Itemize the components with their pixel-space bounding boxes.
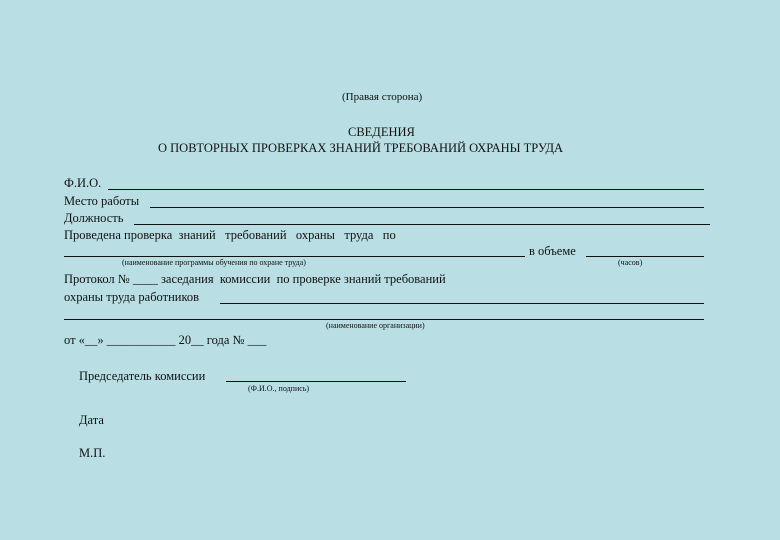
document-subtitle: О ПОВТОРНЫХ ПРОВЕРКАХ ЗНАНИЙ ТРЕБОВАНИЙ ОХРАНЫ ТРУДА xyxy=(158,141,564,155)
check-line: Проведена проверка знаний требований охраны труда по xyxy=(64,228,396,242)
side-note: (Правая сторона) xyxy=(342,91,423,103)
program-field[interactable] xyxy=(64,256,525,257)
stamp-label: М.П. xyxy=(79,446,106,460)
date-label: Дата xyxy=(79,413,104,427)
protocol-date-line: от «__» ___________ 20__ года № ___ xyxy=(64,333,267,347)
protocol-line: Протокол № ____ заседания комиссии по проверке знаний требований xyxy=(64,272,446,286)
protocol-workers-label: охраны труда работников xyxy=(64,290,200,304)
chairman-label: Председатель комиссии xyxy=(79,369,206,383)
organization-field[interactable] xyxy=(64,319,704,320)
organization-caption: (наименование организации) xyxy=(326,321,425,330)
fio-label: Ф.И.О. xyxy=(64,176,102,190)
workplace-field[interactable] xyxy=(150,207,704,208)
position-field[interactable] xyxy=(134,224,710,225)
fio-field[interactable] xyxy=(108,189,704,190)
program-caption: (наименование программы обучения по охране труда) xyxy=(122,258,306,267)
signature-caption: (Ф.И.О., подпись) xyxy=(248,384,310,393)
workplace-label: Место работы xyxy=(64,194,140,208)
hours-field[interactable] xyxy=(586,256,704,257)
workers-field[interactable] xyxy=(220,303,704,304)
chairman-signature-field[interactable] xyxy=(226,381,406,382)
volume-label: в объеме xyxy=(529,244,576,258)
position-label: Должность xyxy=(64,211,124,225)
document-title: СВЕДЕНИЯ xyxy=(348,125,415,139)
hours-caption: (часов) xyxy=(618,258,643,267)
